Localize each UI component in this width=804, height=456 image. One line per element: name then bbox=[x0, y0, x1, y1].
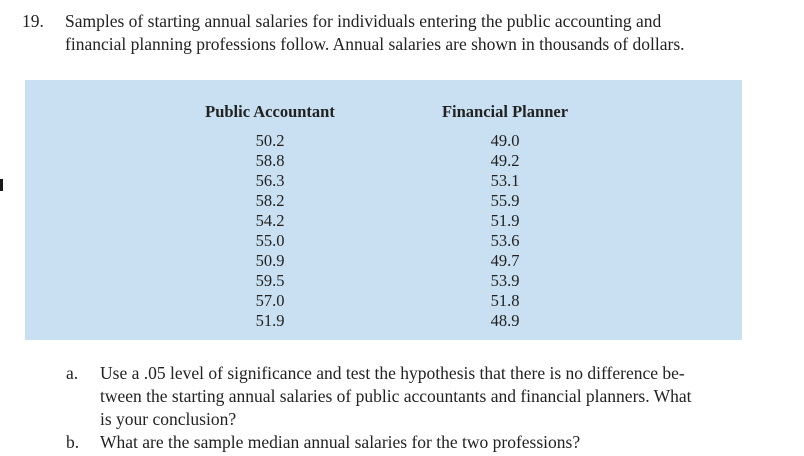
column-header: Public Accountant bbox=[205, 102, 335, 121]
part-text-line: Use a .05 level of significance and test the hypothesis that there is no difference be- bbox=[100, 363, 685, 383]
salary-data-table bbox=[25, 80, 742, 340]
question-part-b bbox=[66, 431, 786, 454]
table-cell: 58.2 bbox=[255, 191, 285, 210]
table-cell: 55.9 bbox=[490, 191, 520, 210]
column-values bbox=[199, 131, 341, 331]
table-cell: 56.3 bbox=[255, 171, 285, 190]
problem-text-line: financial planning professions follow. Annual salaries are shown in thousands of dollars. bbox=[65, 34, 685, 54]
table-cell: 58.8 bbox=[255, 151, 285, 170]
table-cell: 51.8 bbox=[490, 291, 520, 310]
table-cell: 51.9 bbox=[255, 311, 285, 330]
column-header: Financial Planner bbox=[441, 102, 569, 121]
public-accountant-column bbox=[199, 102, 341, 331]
part-text-line: tween the starting annual salaries of public accountants and financial planners. What bbox=[100, 386, 692, 406]
table-cell: 55.0 bbox=[255, 231, 285, 250]
table-cell: 53.9 bbox=[490, 271, 520, 290]
table-cell: 50.9 bbox=[255, 251, 285, 270]
table-cell: 50.2 bbox=[255, 131, 285, 150]
financial-planner-column bbox=[435, 102, 575, 331]
part-label: a. bbox=[66, 363, 79, 383]
part-text-line: is your conclusion? bbox=[100, 409, 237, 429]
table-cell: 51.9 bbox=[490, 211, 520, 230]
question-parts bbox=[66, 362, 786, 454]
question-part-a bbox=[66, 362, 786, 431]
table-cell: 49.2 bbox=[490, 151, 520, 170]
part-label: b. bbox=[66, 432, 80, 452]
page-edge-mark bbox=[0, 179, 3, 191]
table-cell: 57.0 bbox=[255, 291, 285, 310]
table-cell: 53.1 bbox=[490, 171, 520, 190]
problem-text-line: Samples of starting annual salaries for individuals entering the public accounting and bbox=[65, 11, 662, 31]
table-cell: 49.7 bbox=[490, 251, 520, 270]
problem-number: 19. bbox=[22, 11, 44, 31]
table-cell: 54.2 bbox=[255, 211, 285, 230]
problem-statement bbox=[22, 10, 792, 56]
part-text-line: What are the sample median annual salaries for the two professions? bbox=[100, 432, 581, 452]
table-cell: 59.5 bbox=[255, 271, 285, 290]
table-cell: 48.9 bbox=[490, 311, 520, 330]
problem-text bbox=[65, 10, 792, 56]
column-values bbox=[435, 131, 575, 331]
table-cell: 53.6 bbox=[490, 231, 520, 250]
table-cell: 49.0 bbox=[490, 131, 520, 150]
